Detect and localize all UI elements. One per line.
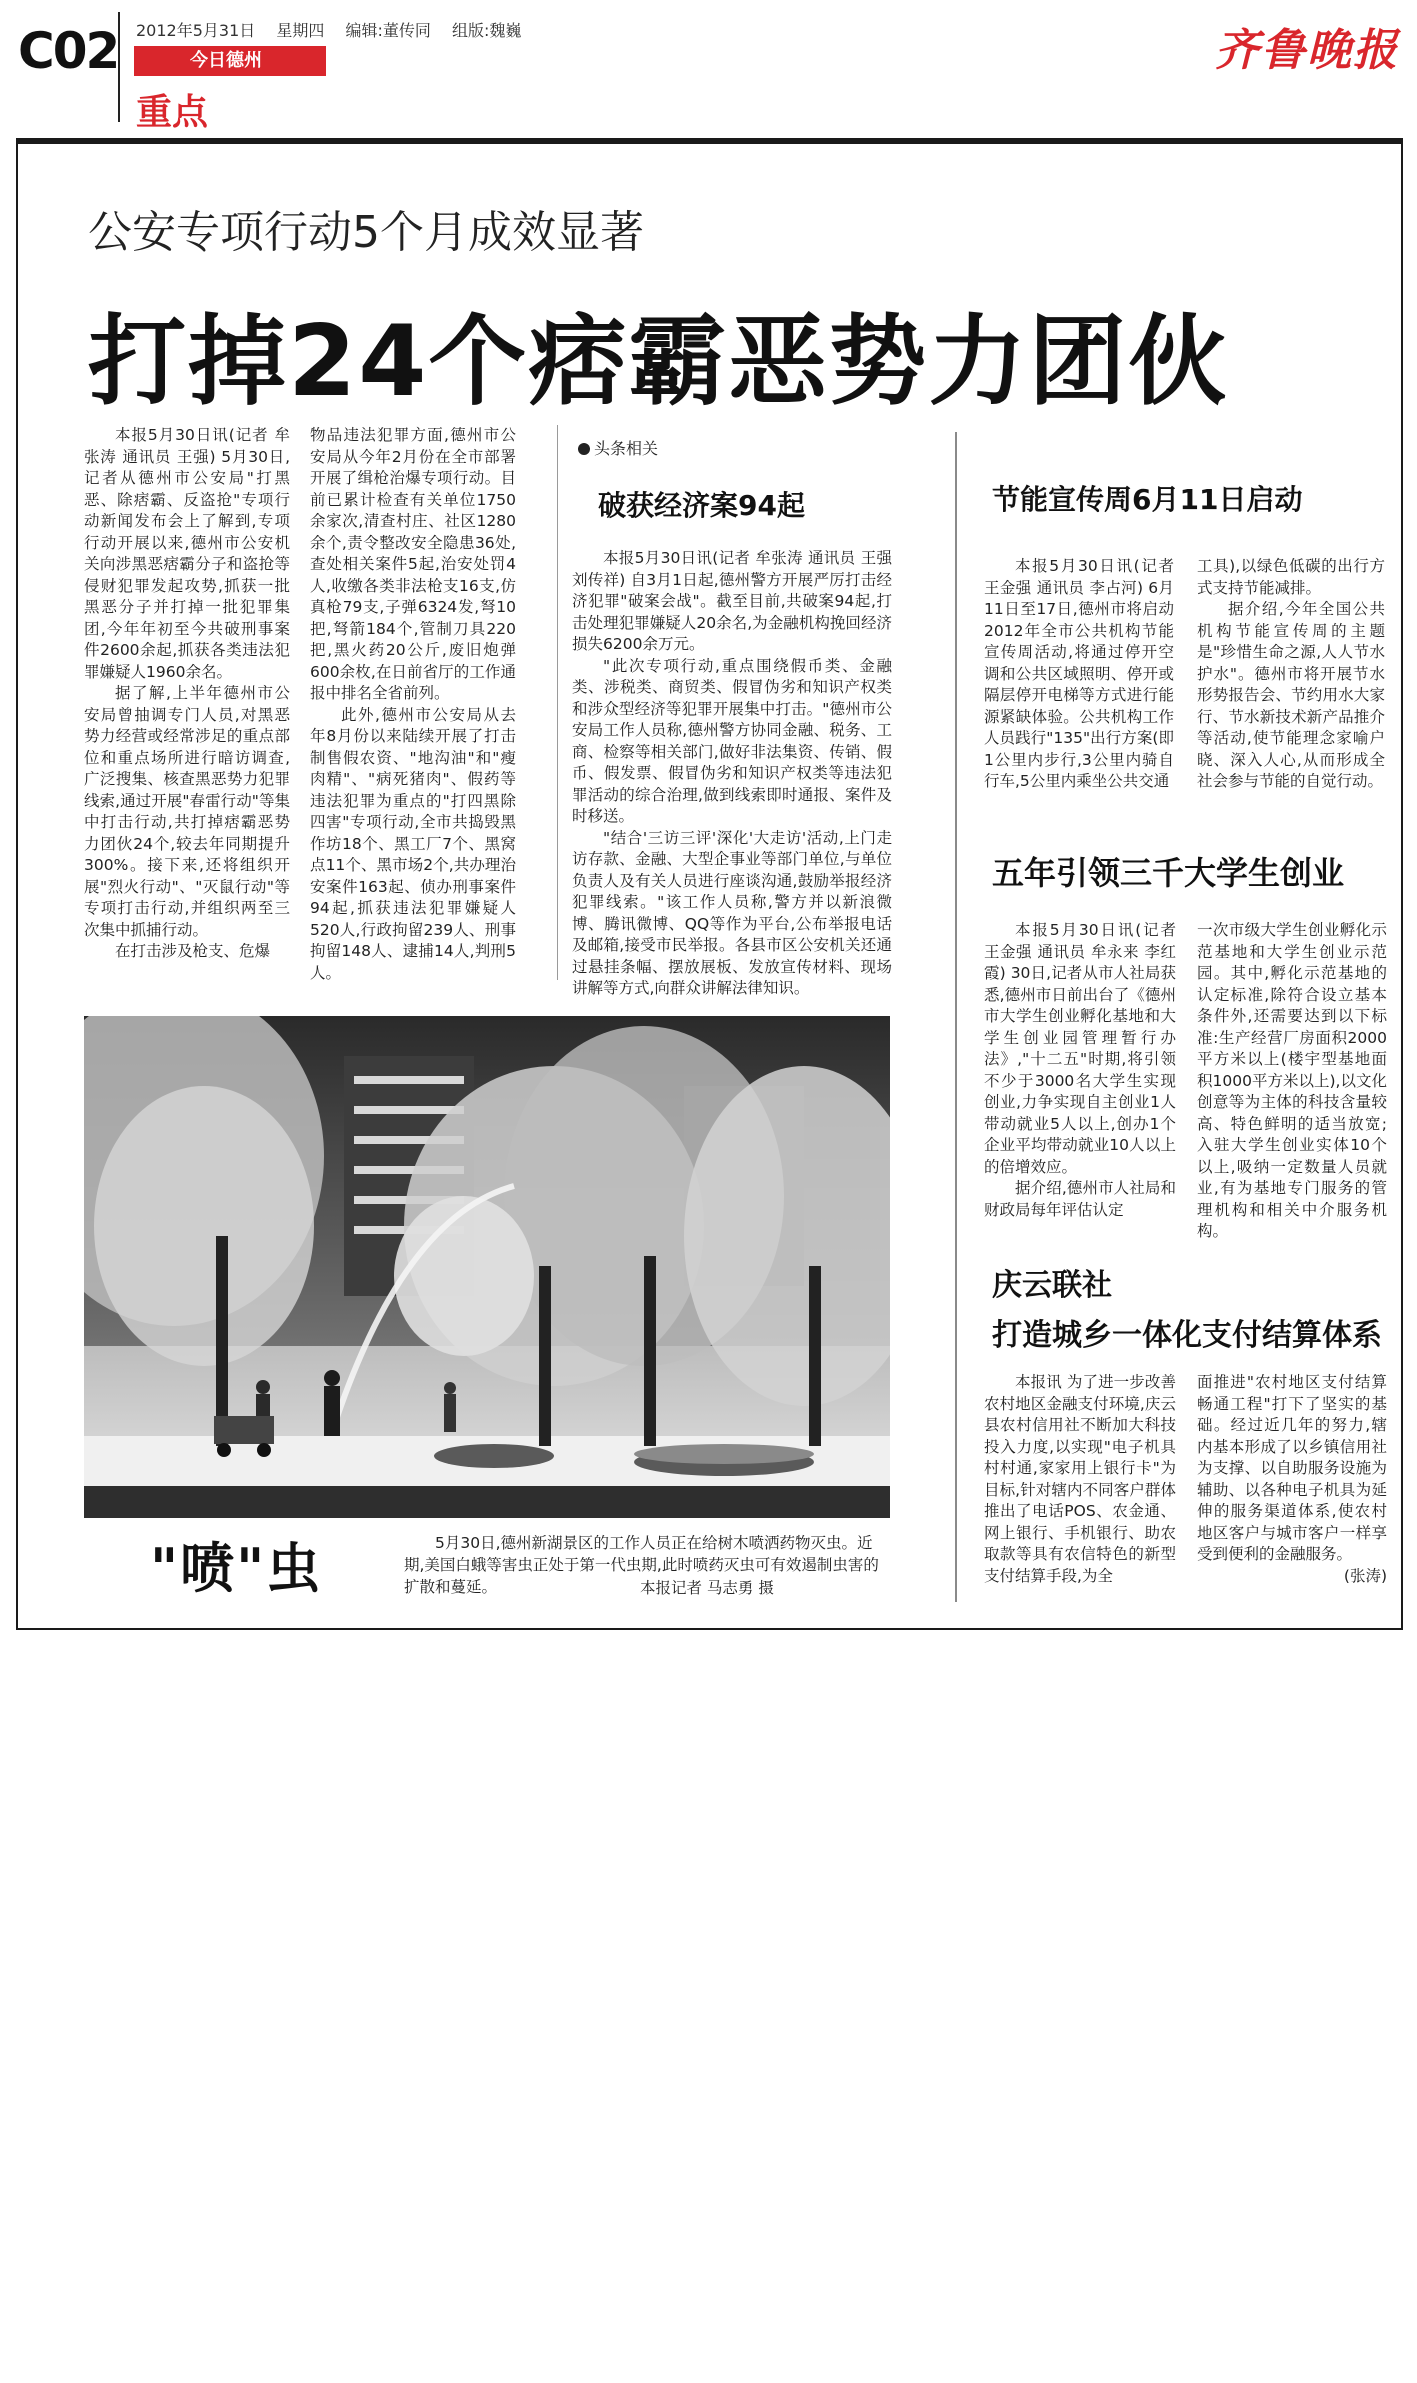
lead-paragraph: 此外,德州市公安局从去年8月份以来陆续开展了打击制售假农资、"地沟油"和"瘦肉精"、"病死猪肉"、假药等违法犯罪为重点的"打四黑除四害"专项行动,全市共捣毁黑作坊18个、黑工厂7个、黑窝点11个、黑市场2个,共办理治安案件163起、侦办刑事案件94起,抓获违法犯罪嫌疑人520人,行政拘留239人、刑事拘留148人、逮捕14人,判刑5人。 [310,705,516,982]
energy-paragraph: 工具),以绿色低碳的出行方式支持节能减排。 [1197,557,1385,597]
header-divider [118,12,120,122]
energy-column-2 [1197,556,1385,793]
qingyun-paragraph: 本报讯 为了进一步改善农村地区金融支付环境,庆云县农村信用社不断加大科技投入力度,以实现"电子机具村村通,家家用上银行卡"为目标,针对辖内不同客户群体推出了电话POS、农金通、网上银行、手机银行、助农取款等具有农信特色的新型支付结算手段,为全 [984,1373,1176,1585]
column-divider [955,432,957,1602]
lead-paragraph: 本报5月30日讯(记者 牟张涛 通讯员 王强) 5月30日,记者从德州市公安局"打黑恶、除痞霸、反盗抢"专项行动新闻发布会上了解到,专项行动开展以来,德州市公安机关向涉黑恶痞霸分子和盗抢等侵财犯罪发起攻势,抓获一批黑恶分子并打掉一批犯罪集团,今年年初至今共破刑事案件2600余起,抓获各类违法犯罪嫌疑人1960余名。 [84,426,290,681]
issue-date: 2012年5月31日 [136,21,256,40]
frame-top-rule [16,138,1403,144]
related-paragraph: "结合'三访三评'深化'大走访'活动,上门走访存款、金融、大型企事业等部门单位,与单位负责人及有关人员进行座谈沟通,鼓励举报经济犯罪线索。"该工作人员称,警方并以新浪微博、腾讯微博、QQ等作为平台,公布举报电话及邮箱,接受市民举报。各县市区公安机关还通过悬挂条幅、摆放展板、发放宣传材料、现场讲解等方式,向群众讲解法律知识。 [572,828,892,997]
lead-paragraph: 据了解,上半年德州市公安局曾抽调专门人员,对黑恶势力经营或经常涉足的重点部位和重点场所进行暗访调查,广泛搜集、核查黑恶势力犯罪线索,通过开展"春雷行动"等集中打击行动,共打掉痞霸恶势力团伙24个,较去年同期提升300%。接下来,还将组织开展"烈火行动"、"灭鼠行动"等专项打击行动,并组织两至三次集中抓捕行动。 [84,684,290,939]
related-tag [578,436,658,459]
section-tag: 今日德州 [134,46,326,76]
startup-column-2 [1197,920,1387,1243]
lead-column-1 [84,425,290,963]
qingyun-byline: (张涛) [1343,1566,1387,1585]
related-paragraph: "此次专项行动,重点围绕假币类、金融类、涉税类、商贸类、假冒伪劣和知识产权类和涉众型经济等犯罪开展集中打击。"德州市公安局工作人员称,德州警方协同金融、税务、工商、检察等相关部门,做好非法集资、传销、假币、假发票、假冒伪劣和知识产权类等违法犯罪活动的综合治理,做到线索即时通报、案件及时移送。 [572,656,892,825]
layout-credit: 组版:魏巍 [451,21,522,40]
lead-column-2 [310,425,516,984]
news-photo [84,1016,890,1518]
qingyun-kicker: 庆云联社 [992,1268,1112,1303]
related-tag-label: 头条相关 [594,439,659,458]
section-title: 重点 [136,92,209,133]
issue-weekday: 星期四 [276,21,325,40]
bullet-icon [578,443,590,455]
photo-title: "喷"虫 [150,1537,323,1600]
startup-headline: 五年引领三千大学生创业 [992,854,1345,892]
photo-credit: 本报记者 马志勇 摄 [640,1579,774,1597]
energy-paragraph: 本报5月30日讯(记者 王金强 通讯员 李占河) 6月11日至17日,德州市将启动2012年全市公共机构节能宣传周活动,将通过停开空调和公共区域照明、停开或隔层停开电梯等方式进行能源紧缺体验。公共机构工作人员践行"135"出行方案(即1公里内步行,3公里内骑自行车,5公里内乘坐公共交通 [984,557,1174,790]
qingyun-paragraph: 面推进"农村地区支付结算畅通工程"打下了坚实的基础。经过近几年的努力,辖内基本形成了以乡镇信用社为支撑、以自助服务设施为辅助、以各种电子机具为延伸的服务渠道体系,使农村地区客户与城市客户一样享受到便利的金融服务。 [1197,1373,1387,1563]
willow-park-photo [84,1016,890,1518]
startup-paragraph: 本报5月30日讯(记者 王金强 通讯员 牟永来 李红霞) 30日,记者从市人社局获悉,德州市日前出台了《德州市大学生创业孵化基地和大学生创业园管理暂行办法》,"十二五"时期,将引领不少于3000名大学生实现创业,力争实现自主创业1人带动就业5人以上,创办1个企业平均带动就业10人以上的倍增效应。 [984,921,1176,1176]
startup-paragraph: 一次市级大学生创业孵化示范基地和大学生创业示范园。其中,孵化示范基地的认定标准,除符合设立基本条件外,还需要达到以下标准:生产经营厂房面积2000平方米以上(楼宇型基地面积1000平方米以上),以文化创意等为主体的科技含量较高、特色鲜明的适当放宽;入驻大学生创业实体10个以上,吸纳一定数量人员就业,有为基地专门服务的管理机构和相关中介服务机构。 [1197,921,1387,1240]
lead-paragraph: 在打击涉及枪支、危爆 [115,942,271,960]
page-number: C02 [18,22,119,80]
lead-paragraph: 物品违法犯罪方面,德州市公安局从今年2月份在全市部署开展了缉枪治爆专项行动。目前已累计检查有关单位1750余家次,清查村庄、社区1280余个,责令整改安全隐患36处,查处相关案件5起,治安处罚4人,收缴各类非法枪支16支,仿真枪79支,子弹6324发,弩10把,弩箭184个,管制刀具220把,黑火药20公斤,废旧炮弹600余枚,在日前省厅的工作通报中排名全省前列。 [310,426,516,702]
newspaper-logo: 齐鲁晚报 [1215,25,1399,76]
startup-paragraph: 据介绍,德州市人社局和财政局每年评估认定 [984,1179,1176,1219]
startup-column-1 [984,920,1176,1221]
qingyun-headline: 打造城乡一体化支付结算体系 [992,1318,1382,1353]
energy-paragraph: 据介绍,今年全国公共机构节能宣传周的主题是"珍惜生命之源,人人节水护水"。德州市将开展节水形势报告会、节约用水大家行、节水新技术新产品推介等活动,使节能理念家喻户晓、深入人心,从而形成全社会参与节能的自觉行动。 [1197,600,1385,790]
editor-credit: 编辑:董传同 [345,21,431,40]
related-headline: 破获经济案94起 [598,489,805,522]
energy-headline: 节能宣传周6月11日启动 [992,483,1303,516]
energy-column-1 [984,556,1174,793]
caption-text: 5月30日,德州新湖景区的工作人员正在给树木喷洒药物灭虫。近期,美国白蛾等害虫正处于第一代虫期,此时喷药灭虫可有效遏制虫害的扩散和蔓延。 [404,1534,879,1596]
lead-headline: 打掉24个痞霸恶势力团伙 [88,305,1229,419]
related-paragraph: 本报5月30日讯(记者 牟张涛 通讯员 王强 刘传祥) 自3月1日起,德州警方开展严厉打击经济犯罪"破案会战"。截至目前,共破案94起,打击处理犯罪嫌疑人20余名,为金融机构挽回经济损失6200余万元。 [572,549,892,653]
related-body [572,548,892,1000]
column-divider [557,425,558,980]
qingyun-column-2 [1197,1372,1387,1587]
issue-meta [136,18,537,41]
qingyun-column-1 [984,1372,1176,1587]
lead-subhead: 公安专项行动5个月成效显著 [88,207,644,258]
